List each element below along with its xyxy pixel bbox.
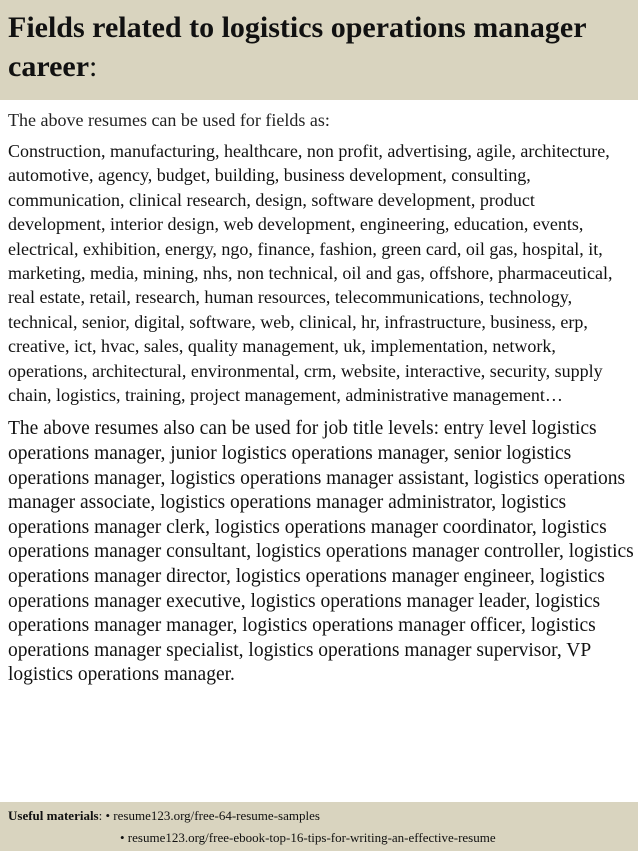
fields-paragraph: Construction, manufacturing, healthcare, non profit, advertising, agile, architecture, automotive, agency, budget, building, business development, consulting, communication, clinical research, design, software development, product development, interior design, web development, engineering, education, events, electrical, exhibition, energy, ngo, finance, fashion, green card, oil gas, hospital, it, marketing, media, mining, nhs, non technical, oil and gas, offshore, pharmaceutical, real estate, retail, research, human resources, telecommunications, technology, technical, senior, digital, software, web, clinical, hr, infrastructure, business, erp, creative, ict, hvac, sales, quality management, uk, implementation, network, operations, architectural, environmental, crm, website, interactive, security, supply chain, logistics, training, project management, administrative management…	[8, 141, 613, 406]
title-band	[0, 0, 638, 100]
page-title	[8, 8, 638, 86]
footer-row-1	[8, 805, 638, 827]
main-content	[8, 108, 634, 696]
footer-link-resume-samples[interactable]: • resume123.org/free-64-resume-samples	[105, 808, 320, 823]
page-title-text: Fields related to logistics operations manager career	[8, 11, 586, 83]
page-title-colon: :	[89, 50, 98, 83]
footer-band	[0, 802, 638, 851]
intro-text: The above resumes can be used for fields as:	[8, 110, 330, 130]
useful-materials-label: Useful materials	[8, 808, 99, 823]
footer-row-2	[8, 827, 638, 849]
footer-link-ebook[interactable]: • resume123.org/free-ebook-top-16-tips-for-writing-an-effective-resume	[120, 830, 496, 845]
job-levels-paragraph: The above resumes also can be used for job title levels: entry level logistics operations manager, junior logistics operations manager, senior logistics operations manager, logistics operations manager assistant, logistics operations manager associate, logistics operations manager administrator, logistics operations manager clerk, logistics operations manager coordinator, logistics operations manager consultant, logistics operations manager controller, logistics operations manager director, logistics operations manager engineer, logistics operations manager executive, logistics operations manager leader, logistics operations manager manager, logistics operations manager officer, logistics operations manager specialist, logistics operations manager supervisor, VP logistics operations manager.	[8, 418, 634, 686]
useful-materials-colon: :	[98, 808, 103, 823]
